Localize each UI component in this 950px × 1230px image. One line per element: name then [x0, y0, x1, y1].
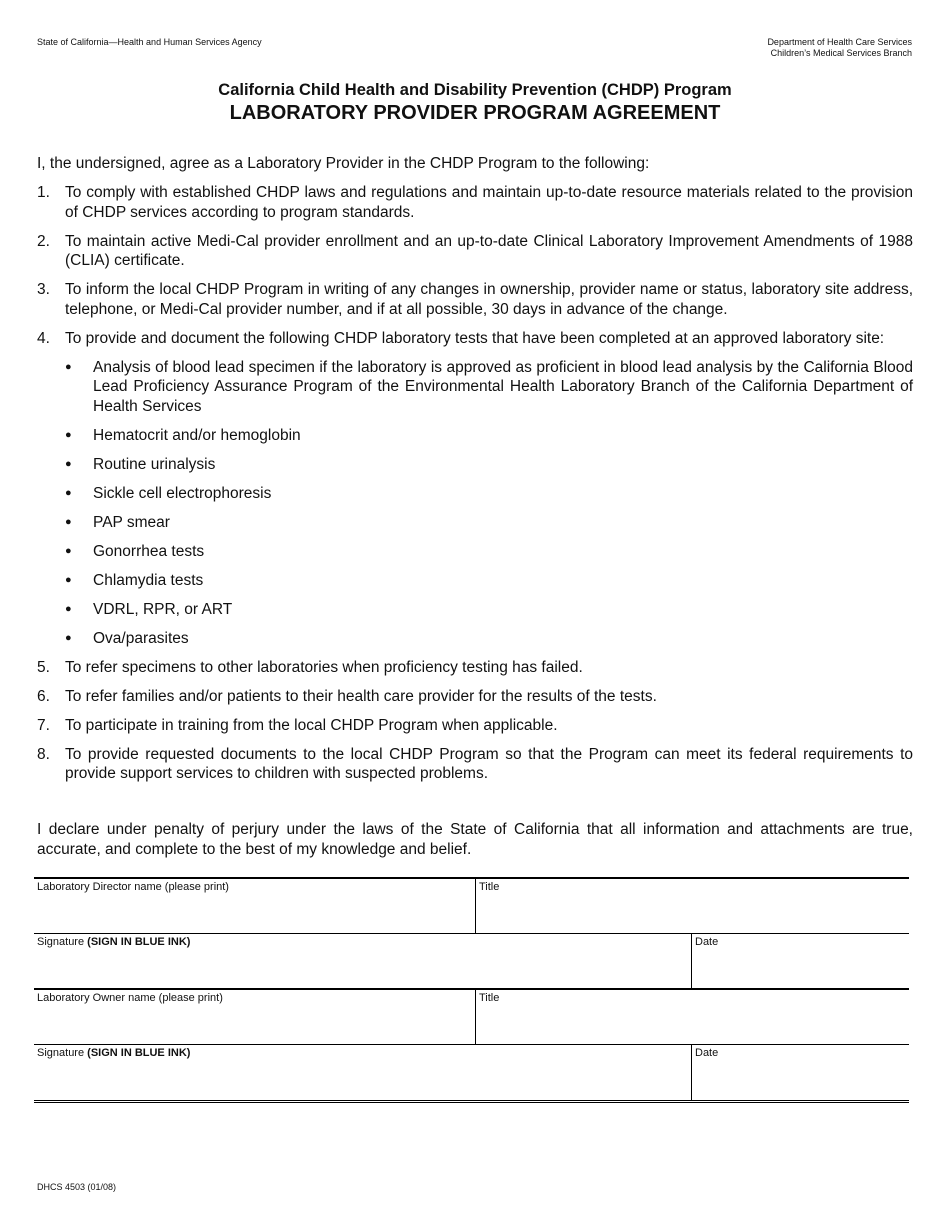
signature-form	[34, 877, 909, 1103]
item-text: To provide and document the following CHDP laboratory tests that have been completed at an approved laboratory site:	[65, 329, 885, 347]
item-number: 2.	[37, 232, 50, 250]
director-signature-field[interactable]	[34, 934, 691, 988]
test-item	[65, 426, 913, 446]
test-text: Gonorrhea tests	[93, 542, 205, 560]
branch-name: Children’s Medical Services Branch	[770, 48, 912, 58]
department-name: Department of Health Care Services	[767, 37, 912, 47]
owner-name-label: Laboratory Owner name (please print)	[37, 992, 223, 1004]
test-text: Hematocrit and/or hemoglobin	[93, 426, 301, 444]
test-item	[65, 571, 913, 591]
list-item	[37, 716, 913, 736]
test-text: PAP smear	[93, 513, 170, 531]
bullet-icon: ●	[65, 486, 72, 499]
item-text: To comply with established CHDP laws and regulations and maintain up-to-date resource materials related to the provision of CHDP services according to program standards.	[65, 184, 913, 221]
bullet-icon: ●	[65, 573, 72, 586]
bullet-icon: ●	[65, 428, 72, 441]
item-text: To participate in training from the local CHDP Program when applicable.	[65, 716, 558, 734]
bullet-icon: ●	[65, 457, 72, 470]
title-label: Title	[479, 881, 500, 893]
declaration-text: I declare under penalty of perjury under the laws of the State of California that all information and attachments are true, accurate, and complete to the best of my knowledge and belief.	[37, 821, 913, 858]
agreement-title: LABORATORY PROVIDER PROGRAM AGREEMENT	[229, 102, 721, 124]
program-title: California Child Health and Disability Prevention (CHDP) Program	[218, 81, 732, 99]
intro-text: I, the undersigned, agree as a Laboratory Provider in the CHDP Program to the following:	[37, 155, 650, 172]
owner-name-field[interactable]	[34, 990, 475, 1044]
bullet-icon: ●	[65, 360, 72, 373]
director-name-row	[34, 879, 909, 934]
list-item	[37, 232, 913, 271]
director-name-field[interactable]	[34, 879, 475, 933]
bullet-icon: ●	[65, 544, 72, 557]
director-name-label: Laboratory Director name (please print)	[37, 881, 229, 893]
date-label: Date	[695, 1047, 719, 1059]
test-text: Ova/parasites	[93, 629, 189, 647]
bullet-icon: ●	[65, 631, 72, 644]
signature-note: (SIGN IN BLUE INK)	[87, 936, 191, 948]
list-item	[37, 687, 913, 707]
owner-date-field[interactable]	[691, 1045, 909, 1100]
test-text: Routine urinalysis	[93, 455, 216, 473]
item-number: 1.	[37, 184, 50, 201]
owner-signature-row	[34, 1045, 909, 1103]
director-signature-row	[34, 934, 909, 990]
list-item	[37, 658, 913, 678]
signature-label: Signature	[37, 1047, 85, 1059]
date-label: Date	[695, 936, 719, 948]
list-item	[37, 745, 913, 784]
item-number: 5.	[37, 658, 50, 676]
test-item	[65, 513, 913, 533]
director-date-field[interactable]	[691, 934, 909, 988]
test-text: Analysis of blood lead specimen if the laboratory is approved as proficient in blood lead analysis by the California Blood Lead Proficiency Assurance Program of the Environmental Health Laboratory Branch of the California Department of Health Services	[93, 358, 913, 415]
bullet-icon: ●	[65, 602, 72, 615]
list-item	[37, 183, 913, 222]
test-item	[65, 484, 913, 504]
agency-header: State of California—Health and Human Services Agency	[37, 37, 262, 47]
test-item	[65, 542, 913, 562]
test-item	[65, 629, 913, 649]
title-label: Title	[479, 992, 500, 1004]
item-text: To inform the local CHDP Program in writing of any changes in ownership, provider name or status, laboratory site address, telephone, or Medi-Cal provider number, and if at all possible, 30 days in advance of the change.	[65, 281, 913, 318]
director-title-field[interactable]	[475, 879, 909, 933]
bullet-icon: ●	[65, 515, 72, 528]
item-number: 3.	[37, 281, 50, 298]
item-text: To refer specimens to other laboratories when proficiency testing has failed.	[65, 658, 583, 676]
item-number: 6.	[37, 687, 50, 705]
list-item	[37, 280, 913, 319]
test-item	[65, 358, 913, 417]
item-text: To maintain active Medi-Cal provider enrollment and an up-to-date Clinical Laboratory Improvement Amendments of 1988 (CLIA) certificate.	[65, 232, 913, 269]
test-text: Chlamydia tests	[93, 571, 204, 589]
owner-name-row	[34, 990, 909, 1045]
test-item	[65, 600, 913, 620]
item-number: 8.	[37, 745, 50, 763]
test-text: VDRL, RPR, or ART	[93, 600, 233, 618]
item-number: 4.	[37, 329, 50, 347]
test-list	[65, 358, 913, 649]
signature-note: (SIGN IN BLUE INK)	[87, 1047, 191, 1059]
owner-signature-field[interactable]	[34, 1045, 691, 1100]
list-item	[37, 329, 913, 649]
test-item	[65, 455, 913, 475]
item-number: 7.	[37, 716, 50, 734]
item-text: To refer families and/or patients to their health care provider for the results of the tests.	[65, 687, 657, 705]
agreement-list	[37, 183, 913, 793]
form-number: DHCS 4503 (01/08)	[37, 1182, 117, 1192]
department-header	[767, 37, 912, 59]
owner-title-field[interactable]	[475, 990, 909, 1044]
item-text: To provide requested documents to the local CHDP Program so that the Program can meet its federal requirements to provide support services to children with suspected problems.	[65, 745, 913, 782]
test-text: Sickle cell electrophoresis	[93, 484, 272, 502]
signature-label: Signature	[37, 936, 85, 948]
